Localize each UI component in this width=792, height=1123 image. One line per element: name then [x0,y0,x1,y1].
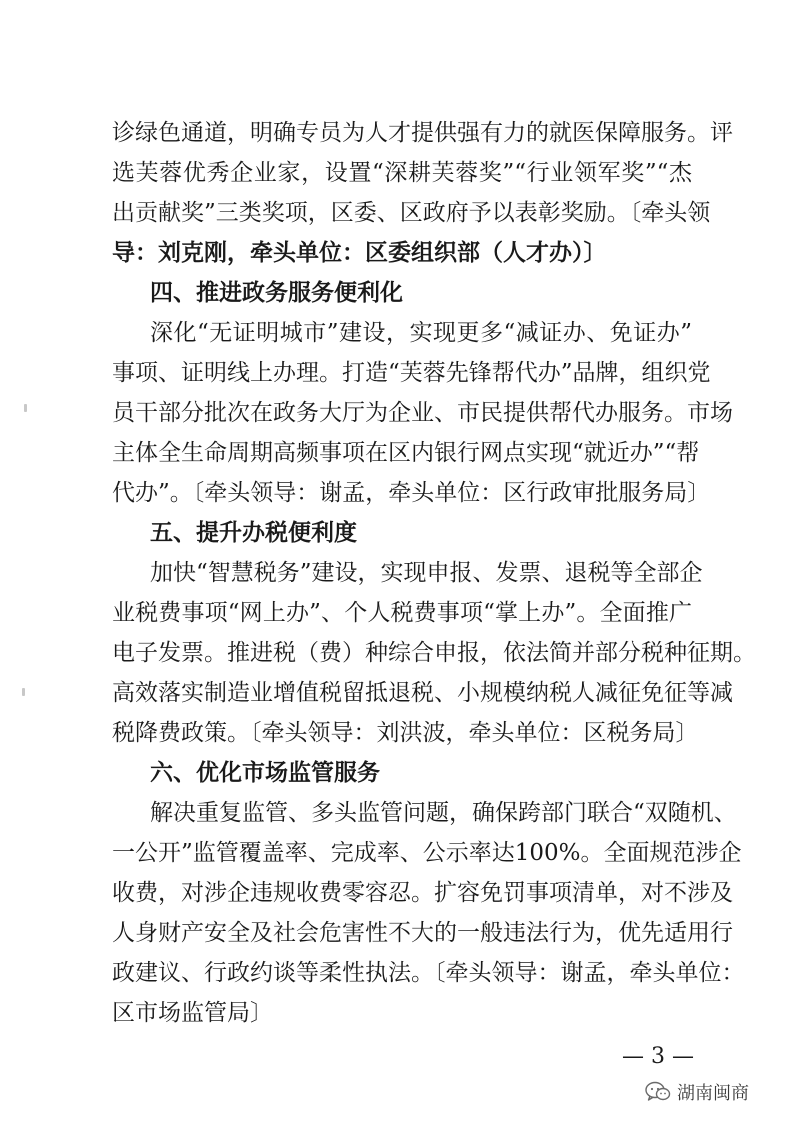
body-line: 区市场监管局〕 [112,1000,273,1026]
body-line: 选芙蓉优秀企业家，设置“深耕芙蓉奖”“行业领军奖”“杰 [112,160,692,186]
page-number: — 3 — [622,1044,694,1069]
body-line: 主体全生命周期高频事项在区内银行网点实现“就近办”“帮 [112,440,700,466]
body-line: 深化“无证明城市”建设，实现更多“减证办、免证办” [150,320,692,346]
body-line: 税降费政策。〔牵头领导：刘洪波，牵头单位：区税务局〕 [112,720,699,746]
body-line: 收费，对涉企违规收费零容忍。扩容免罚事项清单，对不涉及 [112,880,733,906]
body-line: 人身财产安全及社会危害性不大的一般违法行为，优先适用行 [112,920,733,946]
body-line: 一公开”监管覆盖率、完成率、公示率达100%。全面规范涉企 [112,840,742,866]
body-line: 事项、证明线上办理。打造“芙蓉先锋帮代办”品牌，组织党 [112,360,711,386]
margin-mark [24,404,27,412]
body-line: 业税费事项“网上办”、个人税费事项“掌上办”。全面推广 [112,600,692,626]
body-line: 解决重复监管、多头监管问题，确保跨部门联合“双随机、 [150,800,737,826]
body-line: 高效落实制造业增值税留抵退税、小规模纳税人减征免征等减 [112,680,733,706]
body-line: 电子发票。推进税（费）种综合申报，依法简并部分税种征期。 [112,640,756,666]
body-line: 代办”。〔牵头领导：谢孟，牵头单位：区行政审批服务局〕 [112,480,711,506]
body-line: 导：刘克刚，牵头单位：区委组织部（人才办）〕 [112,239,607,266]
body-line: 政建议、行政约谈等柔性执法。〔牵头领导：谢孟，牵头单位： [112,960,745,986]
body-line: 员干部分批次在政务大厅为企业、市民提供帮代办服务。市场 [112,400,733,426]
body-line: 诊绿色通道，明确专员为人才提供强有力的就医保障服务。评 [112,120,733,146]
body-line: 加快“智慧税务”建设，实现申报、发票、退税等全部企 [150,560,703,586]
section-heading: 四、推进政务服务便利化 [150,280,403,306]
body-line: 出贡献奖”三类奖项，区委、区政府予以表彰奖励。〔牵头领 [112,200,711,226]
section-heading: 五、提升办税便利度 [150,520,357,546]
wechat-icon [645,1081,671,1103]
watermark [645,1077,749,1107]
margin-mark [22,688,25,696]
section-heading: 六、优化市场监管服务 [150,760,380,786]
watermark-text: 湖南闽商 [677,1083,749,1104]
